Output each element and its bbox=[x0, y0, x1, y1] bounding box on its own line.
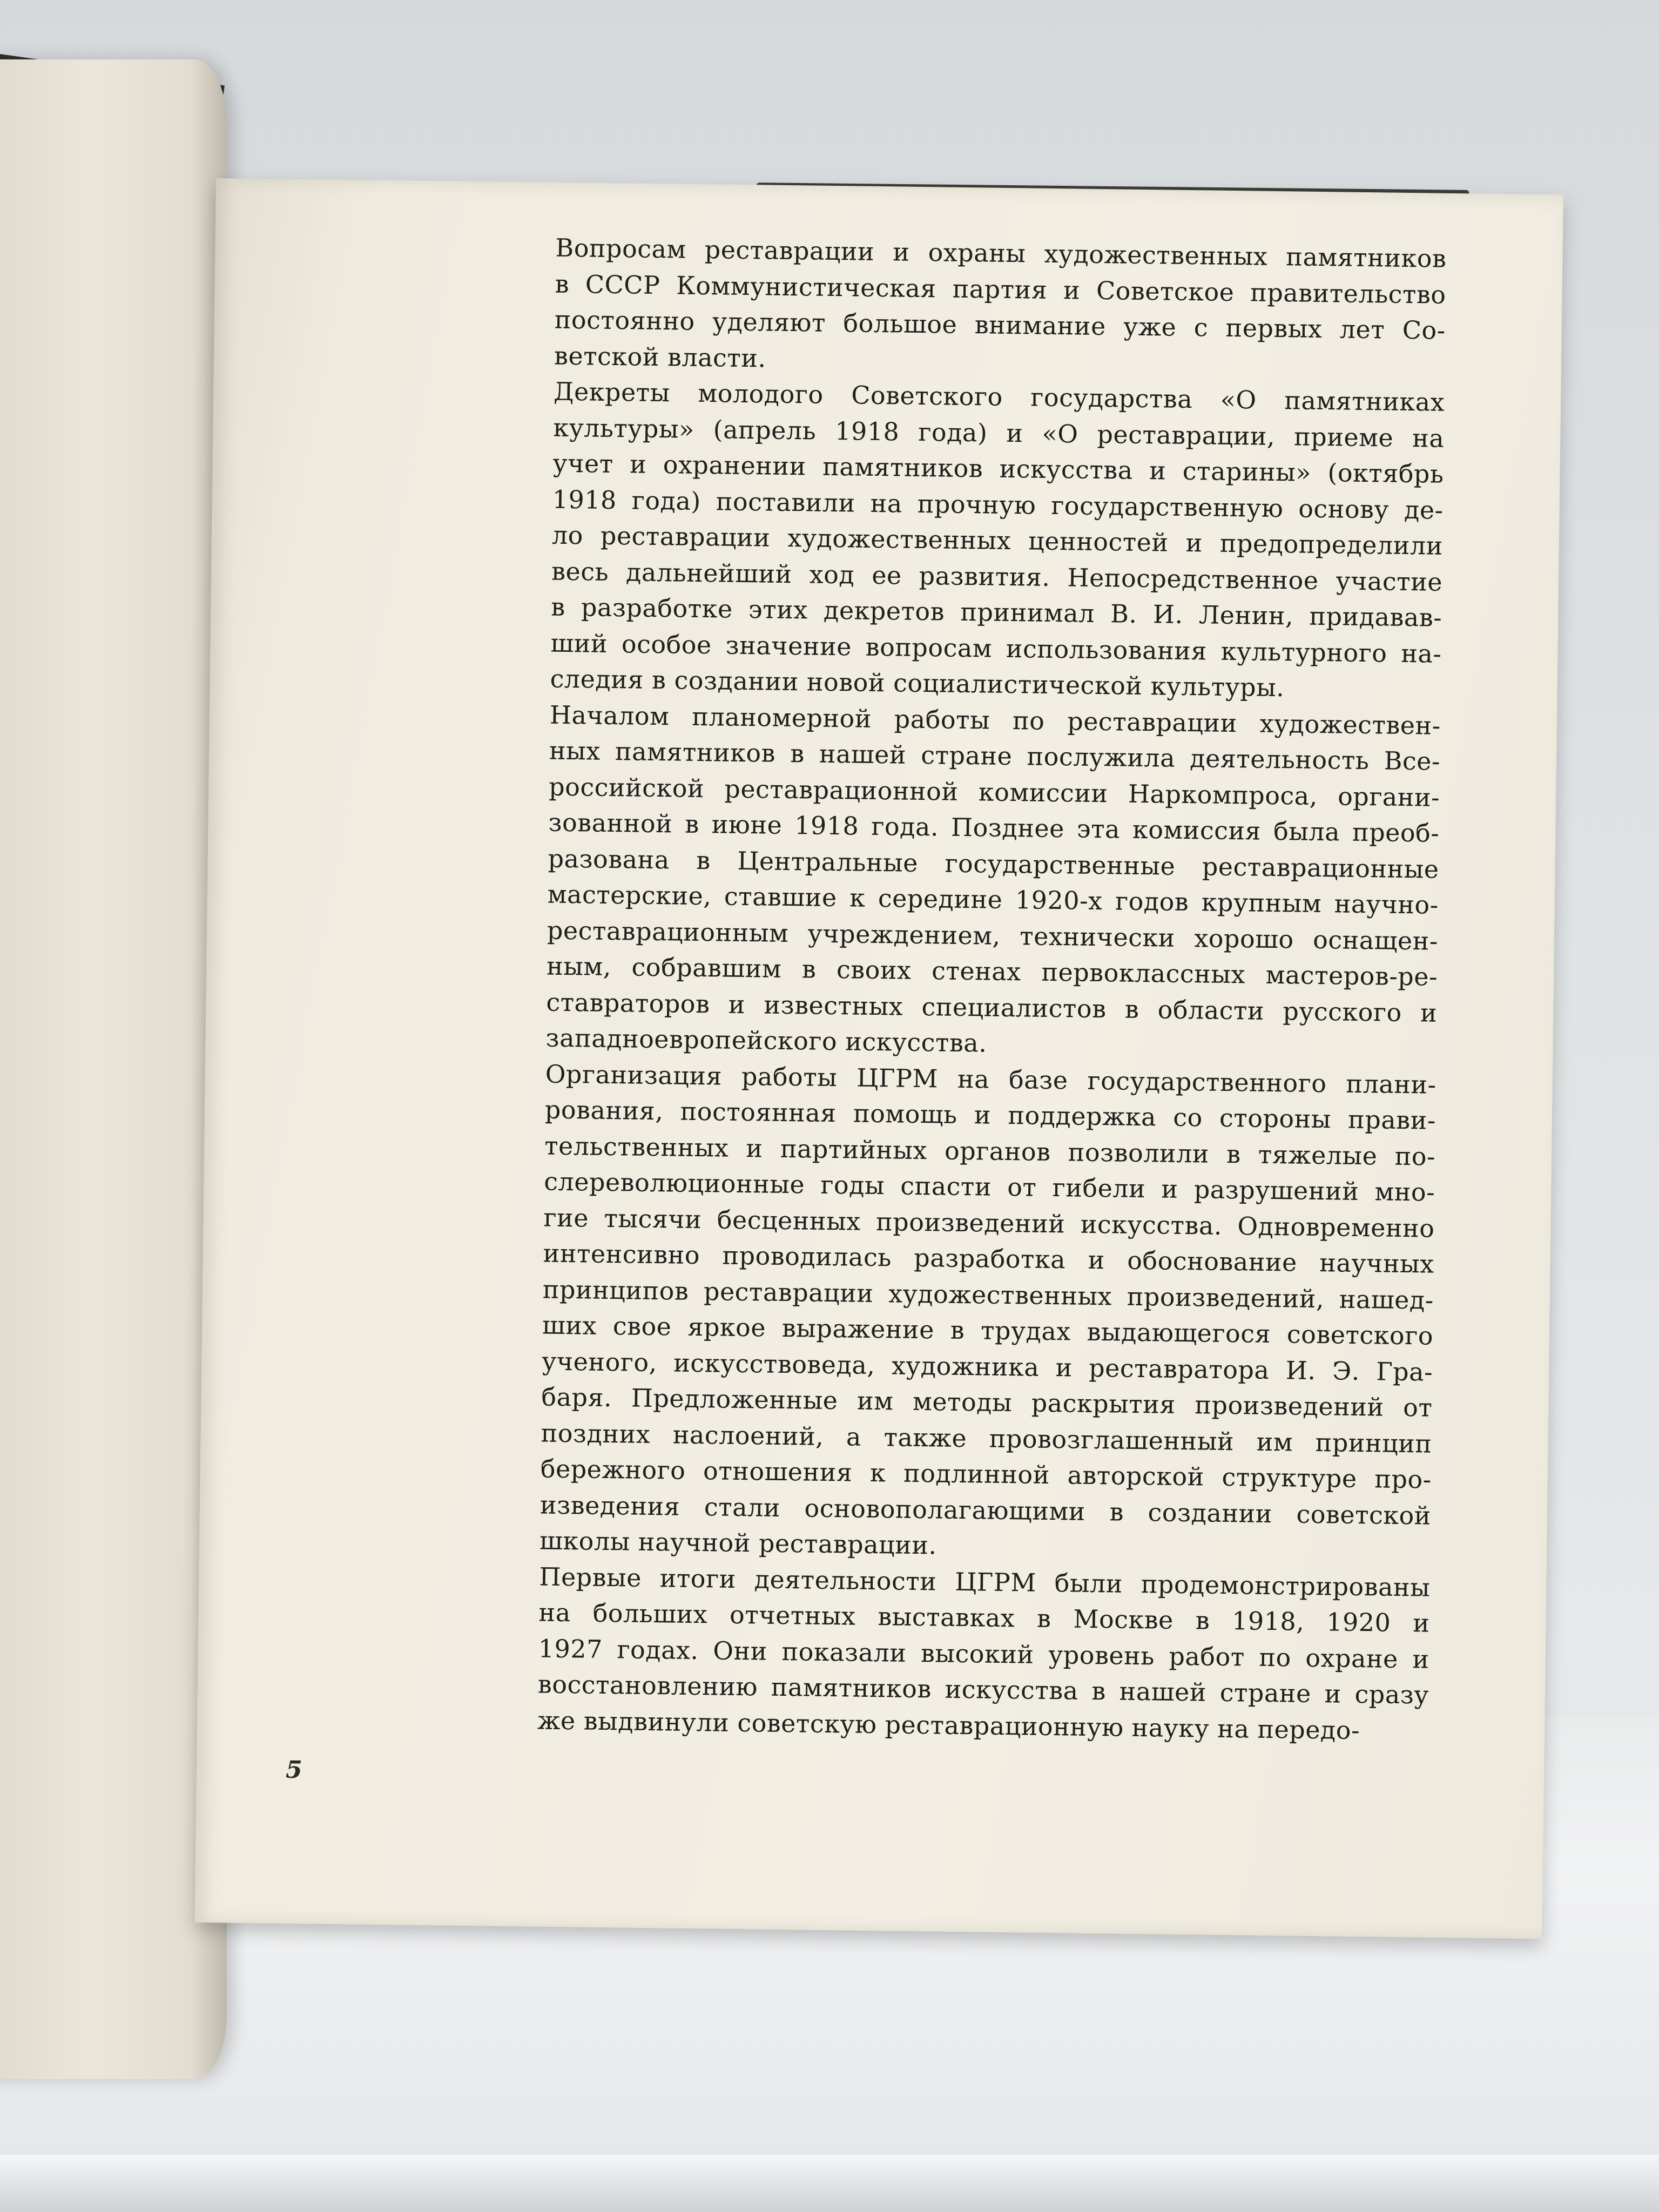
text-line: ло реставрации художественных ценностей и предопределили bbox=[551, 520, 1444, 561]
text-line: гие тысячи бесценных произведений искусства. Одновременно bbox=[543, 1203, 1435, 1243]
text-line: принципов реставрации художественных произведений, нашед- bbox=[542, 1274, 1434, 1315]
paragraph bbox=[545, 697, 1441, 1067]
text-line: 1927 годах. Они показали высокий уровень работ по охране и bbox=[538, 1633, 1429, 1674]
text-line: Началом планомерной работы по реставрации художествен- bbox=[549, 700, 1441, 740]
text-line: ший особое значение вопросам использования культурного на- bbox=[550, 628, 1442, 669]
text-line: изведения стали основополагающими в создании советской bbox=[539, 1490, 1432, 1530]
text-line: российской реставрационной комиссии Наркомпроса, органи- bbox=[548, 772, 1440, 812]
text-line: мастерские, ставшие к середине 1920-х годов крупным научно- bbox=[547, 879, 1439, 920]
text-line: культуры» (апрель 1918 года) и «О реставрации, приеме на bbox=[553, 413, 1445, 453]
text-line: тельственных и партийных органов позволили в тяжелые по- bbox=[544, 1131, 1436, 1171]
paragraph bbox=[550, 374, 1445, 708]
text-line: Декреты молодого Советского государства «О памятниках bbox=[553, 376, 1445, 417]
text-line: в СССР Коммунистическая партия и Советское правительство bbox=[555, 269, 1446, 309]
text-line: реставрационным учреждением, технически хорошо оснащен- bbox=[547, 915, 1439, 956]
text-line: Организация работы ЦГРМ на базе государственного плани- bbox=[545, 1059, 1437, 1100]
text-line: на больших отчетных выставках в Москве в 1918, 1920 и bbox=[538, 1597, 1430, 1638]
text-line: весь дальнейший ход ее развития. Непосредственное участие bbox=[551, 556, 1443, 597]
text-line: ставраторов и известных специалистов в области русского и bbox=[546, 987, 1438, 1028]
text-line: слереволюционные годы спасти от гибели и разрушений мно- bbox=[544, 1166, 1435, 1207]
text-line: западноевропейского искусства. bbox=[545, 1023, 987, 1058]
text-line: школы научной реставрации. bbox=[539, 1526, 937, 1560]
text-line: зованной в июне 1918 года. Позднее эта комиссия была преоб- bbox=[548, 807, 1440, 848]
text-line: 1918 года) поставили на прочную государственную основу де- bbox=[552, 484, 1444, 525]
text-line: учет и охранении памятников искусства и старины» (октябрь bbox=[552, 448, 1444, 489]
shelf-front-edge bbox=[0, 2155, 1659, 2212]
text-line: поздних наслоений, а также провозглашенный им принцип bbox=[541, 1418, 1432, 1459]
text-line: рования, постоянная помощь и поддержка со стороны прави- bbox=[544, 1095, 1437, 1135]
text-line: в разработке этих декретов принимал В. И. Ленин, придавав- bbox=[551, 592, 1442, 632]
text-line: же выдвинули советскую реставрационную науку на передо- bbox=[537, 1705, 1360, 1745]
text-line: следия в создании новой социалистической культуры. bbox=[550, 664, 1285, 703]
text-line: Первые итоги деятельности ЦГРМ были продемонстрированы bbox=[539, 1562, 1431, 1602]
paragraph bbox=[539, 1056, 1437, 1569]
text-line: баря. Предложенные им методы раскрытия произведений от bbox=[541, 1382, 1433, 1422]
text-line: ным, собравшим в своих стенах первоклассных мастеров-ре- bbox=[546, 951, 1438, 992]
text-line: интенсивно проводилась разработка и обоснование научных bbox=[543, 1238, 1434, 1279]
text-line: ных памятников в нашей стране послужила деятельность Все- bbox=[549, 736, 1441, 776]
page-number: 5 bbox=[285, 1756, 302, 1784]
text-line: бережного отношения к подлинной авторской структуре про- bbox=[540, 1454, 1432, 1494]
paragraph bbox=[537, 1559, 1431, 1749]
text-line: Вопросам реставрации и охраны художественных памятников bbox=[555, 233, 1447, 273]
text-line: ших свое яркое выражение в трудах выдающегося советского bbox=[542, 1310, 1434, 1351]
paragraph bbox=[554, 230, 1447, 385]
right-page bbox=[195, 178, 1563, 1939]
text-line: восстановлению памятников искусства в нашей стране и сразу bbox=[537, 1669, 1429, 1710]
left-page bbox=[0, 59, 227, 2079]
text-line: ученого, искусствоведа, художника и реставратора И. Э. Гра- bbox=[541, 1346, 1433, 1387]
text-line: разована в Центральные государственные реставрационные bbox=[548, 844, 1439, 884]
text-line: ветской власти. bbox=[554, 341, 766, 373]
body-text bbox=[537, 230, 1447, 1749]
text-line: постоянно уделяют большое внимание уже с первых лет Со- bbox=[554, 305, 1446, 345]
